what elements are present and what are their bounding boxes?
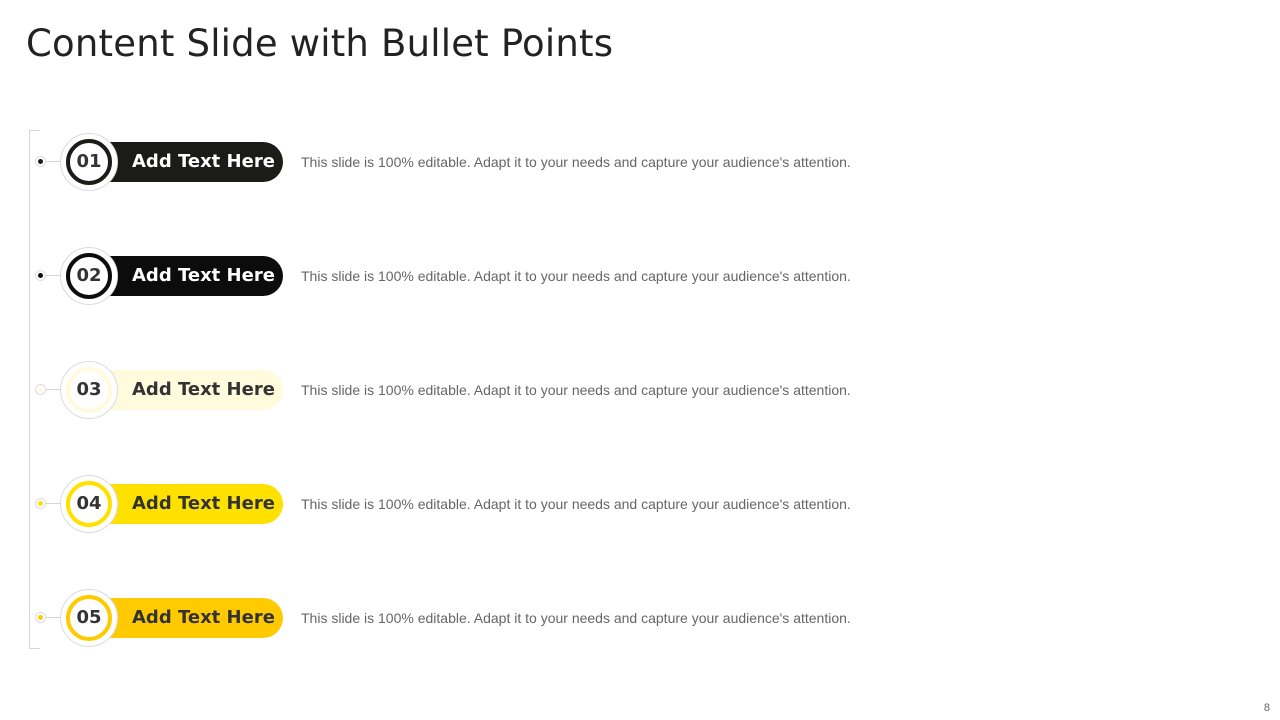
bullet-description: This slide is 100% editable. Adapt it to your needs and capture your audience's attention. [301,268,851,284]
bullet-number: 05 [76,607,102,628]
bullet-label: Add Text Here [132,607,275,628]
bullet-item-2 [0,246,1280,306]
timeline-dot-icon [35,270,46,281]
timeline-dot-icon [35,612,46,623]
bullet-description: This slide is 100% editable. Adapt it to your needs and capture your audience's attention. [301,382,851,398]
bullet-label: Add Text Here [132,493,275,514]
bullet-label: Add Text Here [132,151,275,172]
timeline-dot-icon [35,156,46,167]
bullet-label: Add Text Here [132,265,275,286]
bullet-label: Add Text Here [132,379,275,400]
timeline-dot-icon [35,498,46,509]
bullet-number: 03 [76,379,102,400]
bullet-number: 01 [76,151,102,172]
bullet-item-4 [0,474,1280,534]
bullet-description: This slide is 100% editable. Adapt it to your needs and capture your audience's attention. [301,610,851,626]
bullet-item-5 [0,588,1280,648]
slide-title: Content Slide with Bullet Points [26,22,614,65]
bullet-item-1 [0,132,1280,192]
bullet-number: 02 [76,265,102,286]
bullet-item-3 [0,360,1280,420]
bullet-description: This slide is 100% editable. Adapt it to your needs and capture your audience's attention. [301,154,851,170]
page-number: 8 [1263,702,1270,714]
bullet-description: This slide is 100% editable. Adapt it to your needs and capture your audience's attention. [301,496,851,512]
bullet-number: 04 [76,493,102,514]
timeline-dot-icon [35,384,46,395]
